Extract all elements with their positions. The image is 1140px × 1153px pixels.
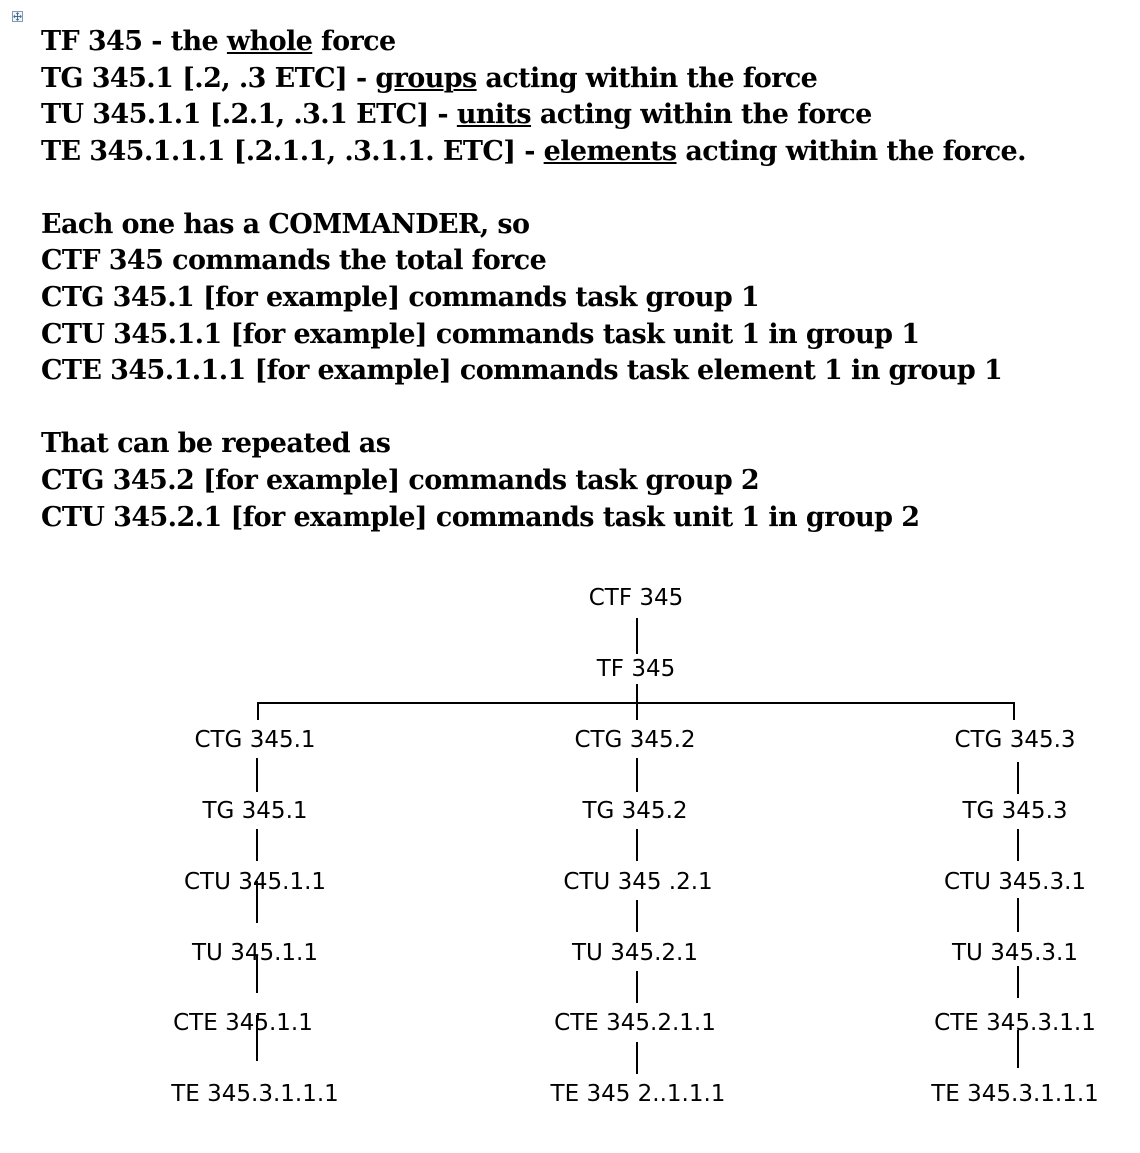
connector-line [256, 758, 258, 792]
commander-line: CTE 345.1.1.1 [for example] commands task element 1 in group 1 [41, 355, 1003, 387]
node-ctg: CTG 345.2 [574, 727, 696, 753]
connector-line [1013, 702, 1015, 720]
connector-line [1017, 829, 1019, 861]
underlined-term: units [456, 99, 532, 131]
connector-line [636, 618, 638, 654]
definition-text: TE 345.1.1.1 [.2.1.1, .3.1.1. ETC] - [41, 135, 544, 167]
node-te: TE 345.3.1.1.1 [171, 1081, 339, 1107]
node-tu: TU 345.1.1 [192, 940, 318, 966]
commander-line: CTF 345 commands the total force [41, 245, 547, 277]
node-tg: TG 345.3 [962, 798, 1068, 824]
connector-line [636, 829, 638, 861]
node-tf: TF 345 [596, 656, 676, 682]
commander-line: CTG 345.1 [for example] commands task group 1 [41, 282, 760, 314]
underlined-term: elements [543, 135, 677, 167]
connector-line [257, 702, 259, 720]
definition-text: acting within the force [531, 99, 872, 131]
node-cte: CTE 345.2.1.1 [554, 1010, 716, 1036]
node-te: TE 345 2..1.1.1 [550, 1081, 726, 1107]
connector-line [257, 702, 1015, 704]
node-ctu: CTU 345.1.1 [183, 869, 327, 895]
definition-text: TG 345.1 [.2, .3 ETC] - [41, 62, 376, 94]
definition-text: force [312, 26, 396, 57]
node-tg: TG 345.2 [582, 798, 688, 824]
connector-line [1017, 898, 1019, 932]
connector-line [636, 758, 638, 792]
connector-line [1017, 966, 1019, 998]
commander-line: Each one has a COMMANDER, so [41, 208, 530, 240]
underlined-term: whole [226, 26, 313, 57]
node-ctg: CTG 345.3 [954, 727, 1076, 753]
repeat-line: That can be repeated as [41, 428, 391, 460]
connector-line [636, 1042, 638, 1074]
connector-line [636, 971, 638, 1003]
definition-text: acting within the force [476, 62, 818, 94]
connector-line [1017, 762, 1019, 794]
node-ctu: CTU 345 .2.1 [563, 869, 713, 895]
connector-line [636, 900, 638, 932]
repeat-line: CTG 345.2 [for example] commands task group 2 [41, 464, 760, 496]
underlined-term: groups [375, 62, 477, 94]
node-tu: TU 345.2.1 [572, 940, 698, 966]
node-tg: TG 345.1 [202, 798, 308, 824]
node-te: TE 345.3.1.1.1 [931, 1081, 1099, 1107]
node-ctf: CTF 345 [588, 585, 684, 611]
connector-line [256, 829, 258, 861]
node-ctg: CTG 345.1 [194, 727, 316, 753]
node-cte: CTE 345.3.1.1 [934, 1010, 1096, 1036]
node-tu: TU 345.3.1 [952, 940, 1078, 966]
definition-text: acting within the force. [676, 135, 1026, 167]
definition-text: TU 345.1.1 [.2.1, .3.1 ETC] - [41, 99, 457, 131]
repeat-line: CTU 345.2.1 [for example] commands task unit 1 in group 2 [41, 501, 920, 533]
node-ctu: CTU 345.3.1 [943, 869, 1087, 895]
commander-line: CTU 345.1.1 [for example] commands task unit 1 in group 1 [41, 318, 920, 350]
node-cte: CTE 345.1.1 [173, 1010, 313, 1036]
definition-text: TF 345 - the [41, 26, 227, 57]
